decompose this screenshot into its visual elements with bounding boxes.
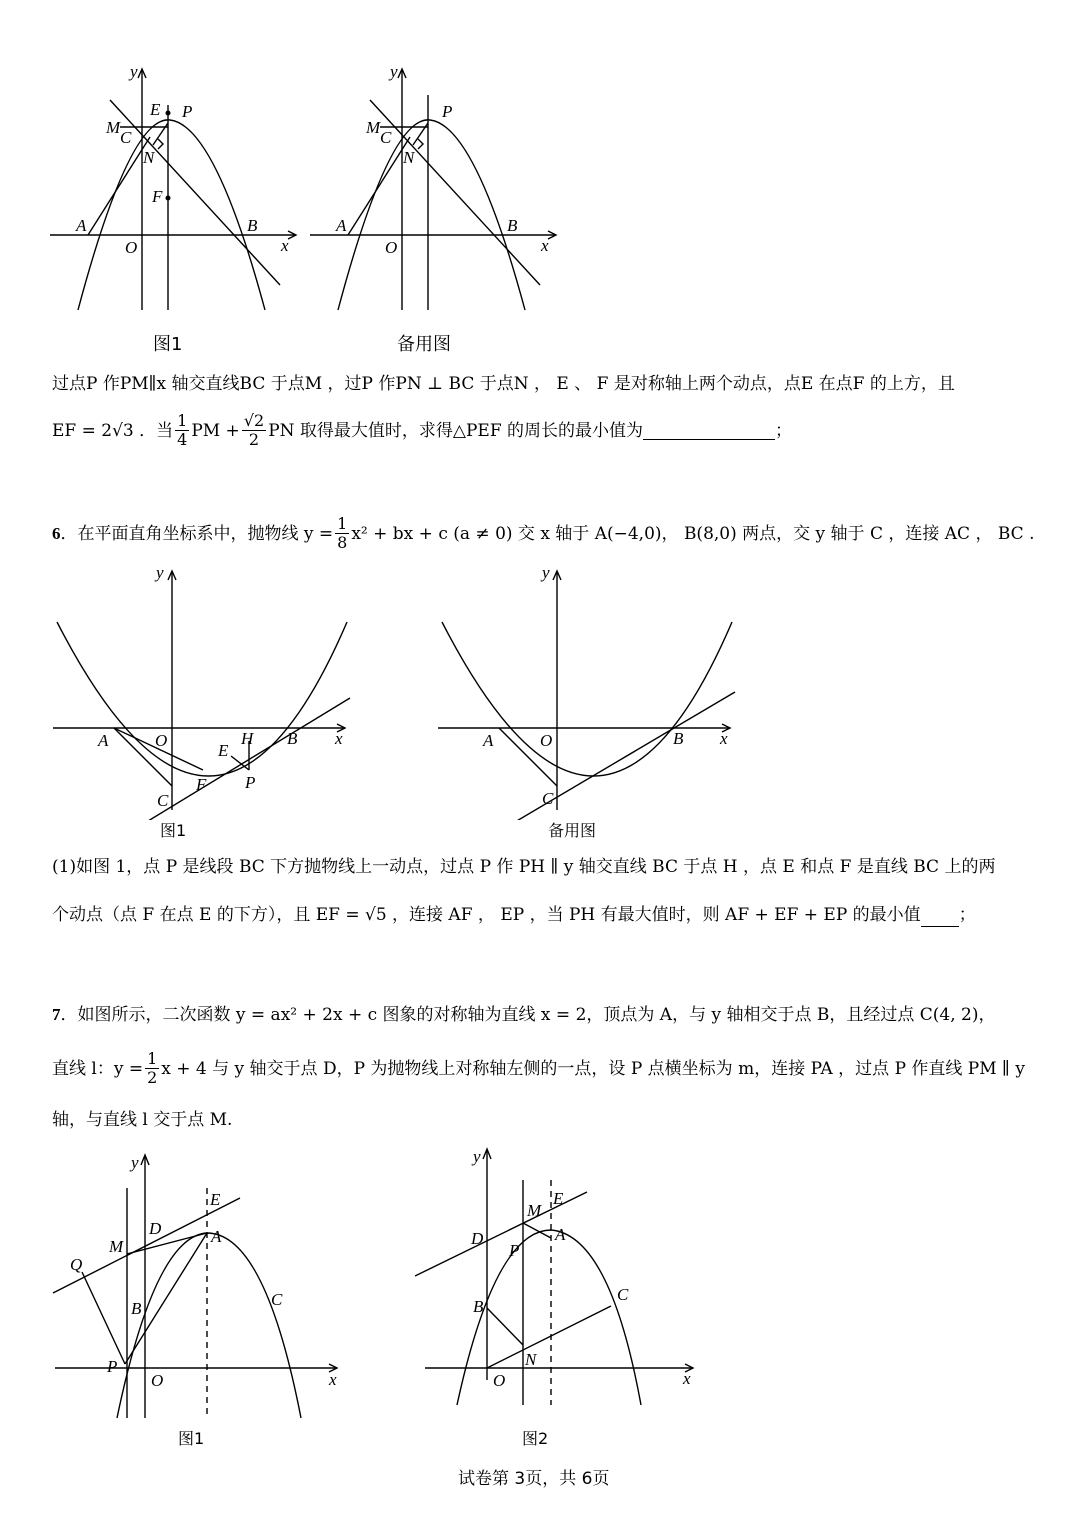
question-number: 7	[52, 1005, 61, 1024]
q5-figure-1-caption: 图1	[153, 334, 183, 355]
q5-text-line-2: EF = 2√3 ．当 $\frac{1}{4}$ PM + $\frac{√2}{2}$ PN 取得最大值时，求得△PEF 的周长的最小值为 ；	[52, 411, 793, 449]
q5-line2-c: PN 取得最大值时，求得△PEF 的周长的最小值为	[268, 420, 644, 441]
label-O: O	[540, 731, 553, 750]
q7-figure-1	[45, 1148, 355, 1428]
q7-line-1: 7．如图所示，二次函数 y = ax² + 2x + c 图象的对称轴为直线 x = 2，顶点为 A，与 y 轴相交于点 B，且经过点 C(4, 2)，	[52, 1005, 996, 1025]
label-P: P	[107, 1357, 118, 1376]
label-B: B	[131, 1299, 142, 1318]
label-M: M	[109, 1237, 124, 1256]
label-F: F	[196, 775, 207, 794]
label-M: M	[106, 118, 121, 137]
label-P: P	[182, 102, 193, 121]
label-P: P	[245, 773, 256, 792]
label-A: A	[336, 216, 347, 235]
label-O: O	[385, 238, 398, 257]
label-y: y	[130, 62, 138, 81]
label-B: B	[507, 216, 518, 235]
label-N: N	[143, 148, 155, 167]
label-B: B	[247, 216, 258, 235]
label-M: M	[527, 1201, 542, 1220]
label-A: A	[555, 1225, 566, 1244]
question-number: 6	[52, 523, 61, 543]
label-x: x	[335, 729, 343, 748]
q7-figure-2	[415, 1140, 715, 1420]
answer-blank[interactable]	[643, 421, 775, 440]
label-N: N	[403, 148, 415, 167]
fraction: $\frac{1}{2}$	[147, 1049, 158, 1087]
label-B: B	[473, 1297, 484, 1316]
q6-part1-line-2: 个动点（点 F 在点 E 的下方），且 EF = √5 ，连接 AF ， EP ，当 PH 有最大值时，则 AF + EF + EP 的最小值 ；	[52, 905, 976, 925]
label-E: E	[210, 1190, 221, 1209]
q6-figure-1	[45, 560, 365, 820]
q6-figure-1-caption: 图1	[160, 821, 187, 840]
q5-line2-a: EF = 2√3 ．当	[52, 420, 174, 441]
q5-text-line-1: 过点P 作PM∥x 轴交直线BC 于点M ，过P 作PN ⊥ BC 于点N ， E 、 F 是对称轴上两个动点，点E 在点F 的上方，且	[52, 374, 955, 394]
label-y: y	[131, 1153, 139, 1172]
q6-figure-2-caption: 备用图	[548, 821, 597, 840]
label-O: O	[155, 731, 168, 750]
label-O: O	[151, 1371, 164, 1390]
label-C: C	[617, 1285, 629, 1304]
q6-stem: 6 ．在平面直角坐标系中，抛物线 y = $\frac{1}{8}$ x² + bx + c (a ≠ 0) 交 x 轴于 A(−4,0)， B(8,0) 两点，交 y 轴于 C ，连接 AC ， BC .	[52, 514, 1035, 552]
label-x: x	[683, 1369, 691, 1388]
label-H: H	[241, 729, 254, 748]
label-y: y	[390, 62, 398, 81]
label-B: B	[287, 729, 298, 748]
label-C: C	[120, 128, 132, 147]
label-A: A	[483, 731, 494, 750]
q6-part1-line-1: (1)如图 1，点 P 是线段 BC 下方抛物线上一动点，过点 P 作 PH ∥ y 轴交直线 BC 于点 H ，点 E 和点 F 是直线 BC 上的两	[52, 857, 996, 877]
label-D: D	[471, 1229, 484, 1248]
q5-figure-2	[300, 55, 570, 320]
label-M: M	[366, 118, 381, 137]
q5-line2-b: PM +	[191, 420, 240, 441]
label-E: E	[553, 1189, 564, 1208]
label-D: D	[149, 1219, 162, 1238]
label-x: x	[281, 236, 289, 255]
label-x: x	[541, 236, 549, 255]
label-C: C	[271, 1290, 283, 1309]
answer-blank[interactable]	[921, 908, 959, 927]
label-A: A	[98, 731, 109, 750]
label-O: O	[125, 238, 138, 257]
label-y: y	[473, 1147, 481, 1166]
label-E: E	[150, 100, 161, 119]
label-B: B	[673, 729, 684, 748]
page-footer: 试卷第 3页，共 6页	[458, 1469, 610, 1489]
label-Q: Q	[70, 1255, 83, 1274]
label-x: x	[720, 729, 728, 748]
label-P: P	[509, 1241, 520, 1260]
q5-figure-1	[40, 55, 310, 320]
q7-line-3: 轴，与直线 l 交于点 M.	[52, 1110, 233, 1130]
q7-figure-2-caption: 图2	[522, 1429, 549, 1448]
fraction: $\frac{1}{8}$	[337, 514, 348, 552]
label-N: N	[525, 1350, 537, 1369]
label-A: A	[76, 216, 87, 235]
label-C: C	[380, 128, 392, 147]
label-P: P	[442, 102, 453, 121]
fraction: $\frac{√2}{2}$	[243, 411, 265, 449]
label-A: A	[211, 1227, 222, 1246]
label-C: C	[542, 789, 554, 808]
q5-figure-2-caption: 备用图	[397, 334, 451, 355]
fraction: $\frac{1}{4}$	[177, 411, 188, 449]
label-y: y	[156, 563, 164, 582]
label-F: F	[152, 187, 163, 206]
q7-figure-1-caption: 图1	[178, 1429, 205, 1448]
label-O: O	[493, 1371, 506, 1390]
label-C: C	[157, 791, 169, 810]
q7-line-2: 直线 l：y = $\frac{1}{2}$ x + 4 与 y 轴交于点 D，P 为抛物线上对称轴左侧的一点，设 P 点横坐标为 m，连接 PA ，过点 P 作直线 PM ∥ y	[52, 1049, 1025, 1087]
label-E: E	[218, 741, 229, 760]
q6-figure-2	[430, 560, 750, 820]
label-y: y	[542, 563, 550, 582]
label-x: x	[329, 1370, 337, 1389]
